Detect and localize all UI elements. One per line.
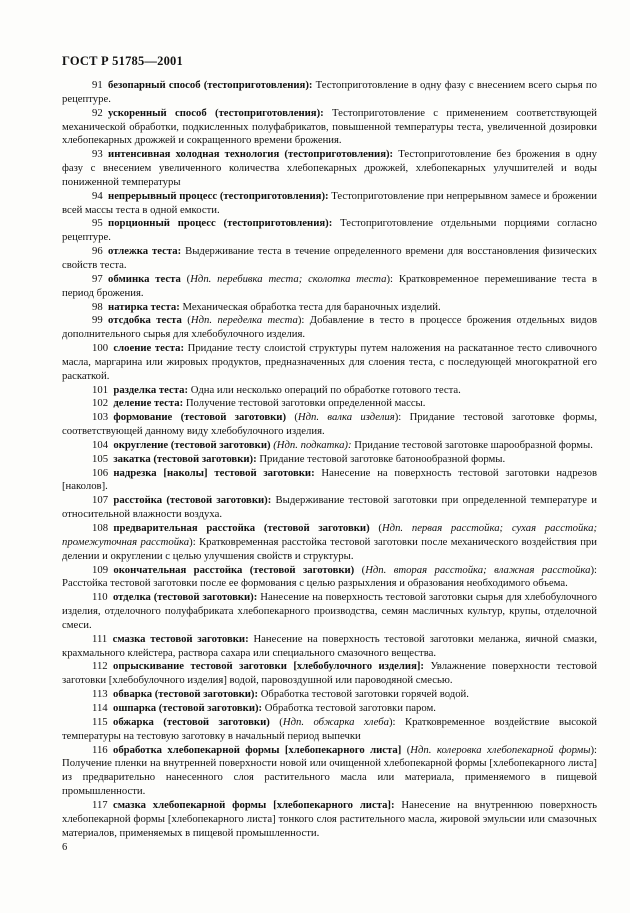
entry-number: 114 [92, 701, 108, 714]
entry-definition: Обработка тестовой заготовки паром. [262, 701, 436, 714]
entry-number: 93 [92, 148, 103, 161]
glossary-entry [62, 190, 597, 218]
entry-number: 113 [92, 688, 108, 701]
entry-term: опрыскивание тестовой заготовки [хлебобулочного изделия]: [112, 660, 424, 673]
entry-term: отделка (тестовой заготовки): [112, 591, 258, 604]
glossary-entry [62, 439, 597, 453]
entry-definition: Одна или несколько операций по обработке готового теста. [188, 383, 461, 396]
entry-definition: Получение тестовой заготовки определенной массы. [183, 397, 426, 410]
entry-definition: Выдерживание теста в течение определенного времени для восстановления физических свойств теста. [62, 245, 598, 271]
glossary-entry [62, 467, 597, 495]
entry-number: 98 [92, 300, 103, 313]
entry-term: интенсивная холодная технология (тестоприготовления): [108, 148, 394, 161]
glossary-entry [62, 799, 597, 841]
entry-deprecated-term: Ндп. колеровка хлебопекарной формы [410, 743, 591, 756]
entry-number: 95 [92, 217, 103, 230]
glossary-entry [62, 591, 597, 633]
entry-term: округление (тестовой заготовки) [113, 438, 271, 451]
page-number: 6 [62, 842, 68, 853]
entry-number: 111 [92, 632, 108, 645]
entry-definition: Выдерживание тестовой заготовки при определенной температуре и относительной влажности воздуха. [62, 494, 598, 521]
entry-definition: Тестоприготовление при непрерывном замесе и брожении всей массы теста в одной емкости. [62, 189, 597, 216]
entry-ndp-open: ( [401, 743, 411, 756]
glossary-entry [62, 411, 597, 439]
entry-ndp-open: ( [286, 411, 298, 424]
glossary-entry [62, 453, 597, 467]
entry-number: 99 [92, 314, 103, 327]
entry-definition: Придание тестовой заготовке шарообразной формы. [351, 438, 593, 451]
entry-number: 94 [92, 189, 103, 202]
entry-number: 109 [92, 563, 109, 576]
glossary-entry [62, 342, 597, 384]
entry-deprecated-term: Ндп. обжарка хлеба [282, 715, 389, 728]
glossary-entry [62, 397, 597, 411]
entry-term: закатка (тестовой заготовки): [113, 452, 257, 465]
entry-definition: Нанесение на поверхность тестовой заготовки меланжа, яичной смазки, крахмального клейстера, раствора сахара или специального смазочного вещества. [62, 632, 597, 659]
entry-term: формование (тестовой заготовки) [113, 411, 287, 424]
entry-term: натирка теста: [108, 300, 180, 313]
entry-definition: Механическая обработка теста для бараночных изделий. [179, 300, 441, 313]
entry-deprecated-term: Ндп. перебивка теста; сколотка теста [190, 272, 387, 285]
entry-term: безопарный способ (тестоприготовления): [108, 79, 313, 91]
glossary-entry [62, 716, 597, 744]
entry-term: отсдобка теста [108, 314, 182, 327]
glossary-entry [62, 522, 597, 564]
glossary-entry [62, 245, 597, 273]
entry-number: 115 [92, 715, 108, 728]
entry-definition: Тестоприготовление в одну фазу с внесением всего сырья по рецептуре. [62, 79, 597, 105]
entry-deprecated-term: Ндп. первая расстойка; сухая расстойка; промежуточная расстойка [62, 522, 597, 548]
entry-number: 101 [92, 383, 109, 396]
entry-number: 106 [92, 466, 109, 479]
glossary-entry [62, 79, 597, 107]
entry-definition: Нанесение на поверхность тестовой заготовки надрезов [наколов]. [62, 466, 597, 493]
entry-number: 108 [92, 522, 109, 534]
entry-term: разделка теста: [113, 383, 189, 396]
entry-term: непрерывный процесс (тестоприготовления): [108, 189, 329, 202]
glossary-entry [62, 660, 597, 688]
entry-term: расстойка (тестовой заготовки): [113, 494, 272, 507]
entry-number: 116 [92, 743, 108, 756]
entry-definition: ): Придание тестовой заготовке формы, соответствующей данному виду хлебобулочного изделия. [62, 411, 598, 438]
entry-definition: Тестоприготовление с применением соответствующей механической обработки, подкисленных полуфабрикатов, повышенной температуры теста, увеличенной дозировки хлебопекарных дрожжей и сокращенного времени брожения. [62, 106, 597, 147]
entry-term: обработка хлебопекарной формы [хлебопекарного листа] [112, 743, 402, 756]
entry-definition: ): Расстойка тестовой заготовки после ее формования с целью разрыхления и образования необходимого объема. [62, 563, 597, 590]
entry-term: предварительная расстойка (тестовой заготовки) [113, 522, 370, 534]
glossary-entry [62, 494, 597, 522]
entry-deprecated-term: Ндп. вторая расстойка; влажная расстойка [365, 563, 591, 576]
entry-definition: Придание тестовой заготовке батонообразной формы. [256, 452, 506, 465]
entry-term: обминка теста [108, 272, 181, 285]
entry-number: 92 [92, 106, 103, 119]
entry-number: 110 [92, 591, 108, 604]
entry-definition: ): Кратковременное воздействие высокой температуры на тестовую заготовку в начальный период выпечки [62, 715, 598, 742]
entry-definition: Тестоприготовление без брожения в одну фазу с внесением увеличенного количества хлебопекарных дрожжей, хлебопекарных улучшителей и воды пониженной температуры [62, 148, 597, 188]
entry-definition: Придание тесту слоистой структуры путем наложения на раскатанное тесто сливочного масла, маргарина или жировых продуктов, предназначенных для слоения теста, с последующей многократной его раскаткой. [62, 342, 597, 382]
entry-ndp-open: ( [181, 314, 191, 327]
entry-deprecated-term: (Ндп. подкатка): [273, 438, 352, 451]
glossary-entry [62, 314, 597, 342]
glossary-body [62, 79, 597, 840]
entry-ndp-open: ( [369, 522, 382, 534]
glossary-entry [62, 301, 597, 315]
entry-definition: Тестоприготовление отдельными порциями согласно рецептуре. [62, 217, 597, 244]
entry-number: 103 [92, 411, 109, 424]
entry-definition: Увлажнение поверхности тестовой заготовки [хлебобулочного изделия] водой, паровоздушной или пароводяной смесью. [62, 660, 597, 687]
entry-term: ускоренный способ (тестоприготовления): [108, 106, 324, 119]
entry-number: 107 [92, 494, 109, 507]
entry-definition: ): Добавление в тесто в процессе брожения отдельных видов дополнительного сырья для хлебобулочного изделия. [62, 314, 597, 341]
entry-definition: ): Получение пленки на внутренней поверхности новой или очищенной хлебопекарной формы [хлебопекарного листа] из предварительно нанесенного слоя растительного масла или материала, применяемого в пищевой промышленности. [62, 743, 598, 798]
entry-term: окончательная расстойка (тестовой заготовки) [113, 563, 355, 576]
entry-term: ошпарка (тестовой заготовки): [112, 701, 263, 714]
entry-number: 104 [92, 438, 109, 451]
glossary-entry [62, 564, 597, 592]
entry-term: отлежка теста: [108, 245, 182, 258]
entry-number: 105 [92, 452, 109, 465]
glossary-entry [62, 384, 597, 398]
entry-definition: Нанесение на поверхность тестовой заготовки сырья для хлебобулочного изделия, отделочного полуфабриката хлебопекарного производства, семян масличных культур, крупы, отделочной смеси. [62, 591, 598, 631]
glossary-entry [62, 273, 597, 301]
entry-deprecated-term: Ндп. валка изделия [297, 411, 395, 424]
entry-term: смазка хлебопекарной формы [хлебопекарного листа]: [112, 798, 395, 811]
entry-ndp-open: ( [180, 272, 191, 285]
entry-deprecated-term: Ндп. переделка теста [190, 314, 298, 327]
glossary-entry [62, 702, 597, 716]
entry-definition: ): Кратковременное перемешивание теста в период брожения. [62, 272, 597, 299]
entry-term: слоение теста: [113, 342, 185, 355]
entry-number: 97 [92, 272, 103, 285]
entry-definition: Обработка тестовой заготовки горячей водой. [258, 688, 469, 701]
entry-ndp-open: ( [269, 715, 283, 728]
entry-number: 117 [92, 798, 108, 811]
entry-number: 100 [92, 342, 109, 355]
entry-definition: Нанесение на внутреннюю поверхность хлебопекарной формы [хлебопекарного листа] тонкого слоя растительного масла, жировой эмульсии или смазочных материалов, применяемых в пищевой промышленности. [62, 798, 597, 839]
entry-term: обварка (тестовой заготовки): [112, 688, 259, 701]
entry-number: 91 [92, 79, 103, 91]
glossary-entry [62, 633, 597, 661]
entry-definition: ): Кратковременная расстойка тестовой заготовки после механического воздействия при делении и округлении с целью улучшения свойств и структуры. [62, 535, 597, 562]
entry-term: деление теста: [113, 397, 184, 410]
entry-term: порционный процесс (тестоприготовления): [108, 217, 333, 230]
entry-term: смазка тестовой заготовки: [112, 632, 249, 645]
entry-number: 112 [92, 660, 108, 673]
standard-header: ГОСТ Р 51785—2001 [62, 54, 183, 68]
glossary-entry [62, 107, 597, 149]
entry-ndp-open: ( [354, 563, 366, 576]
entry-number: 96 [92, 245, 103, 258]
glossary-entry [62, 217, 597, 245]
entry-term: обжарка (тестовой заготовки) [112, 715, 270, 728]
entry-number: 102 [92, 397, 109, 410]
glossary-entry [62, 688, 597, 702]
glossary-entry [62, 744, 597, 799]
entry-term: надрезка [наколы] тестовой заготовки: [113, 466, 315, 479]
glossary-entry [62, 148, 597, 190]
